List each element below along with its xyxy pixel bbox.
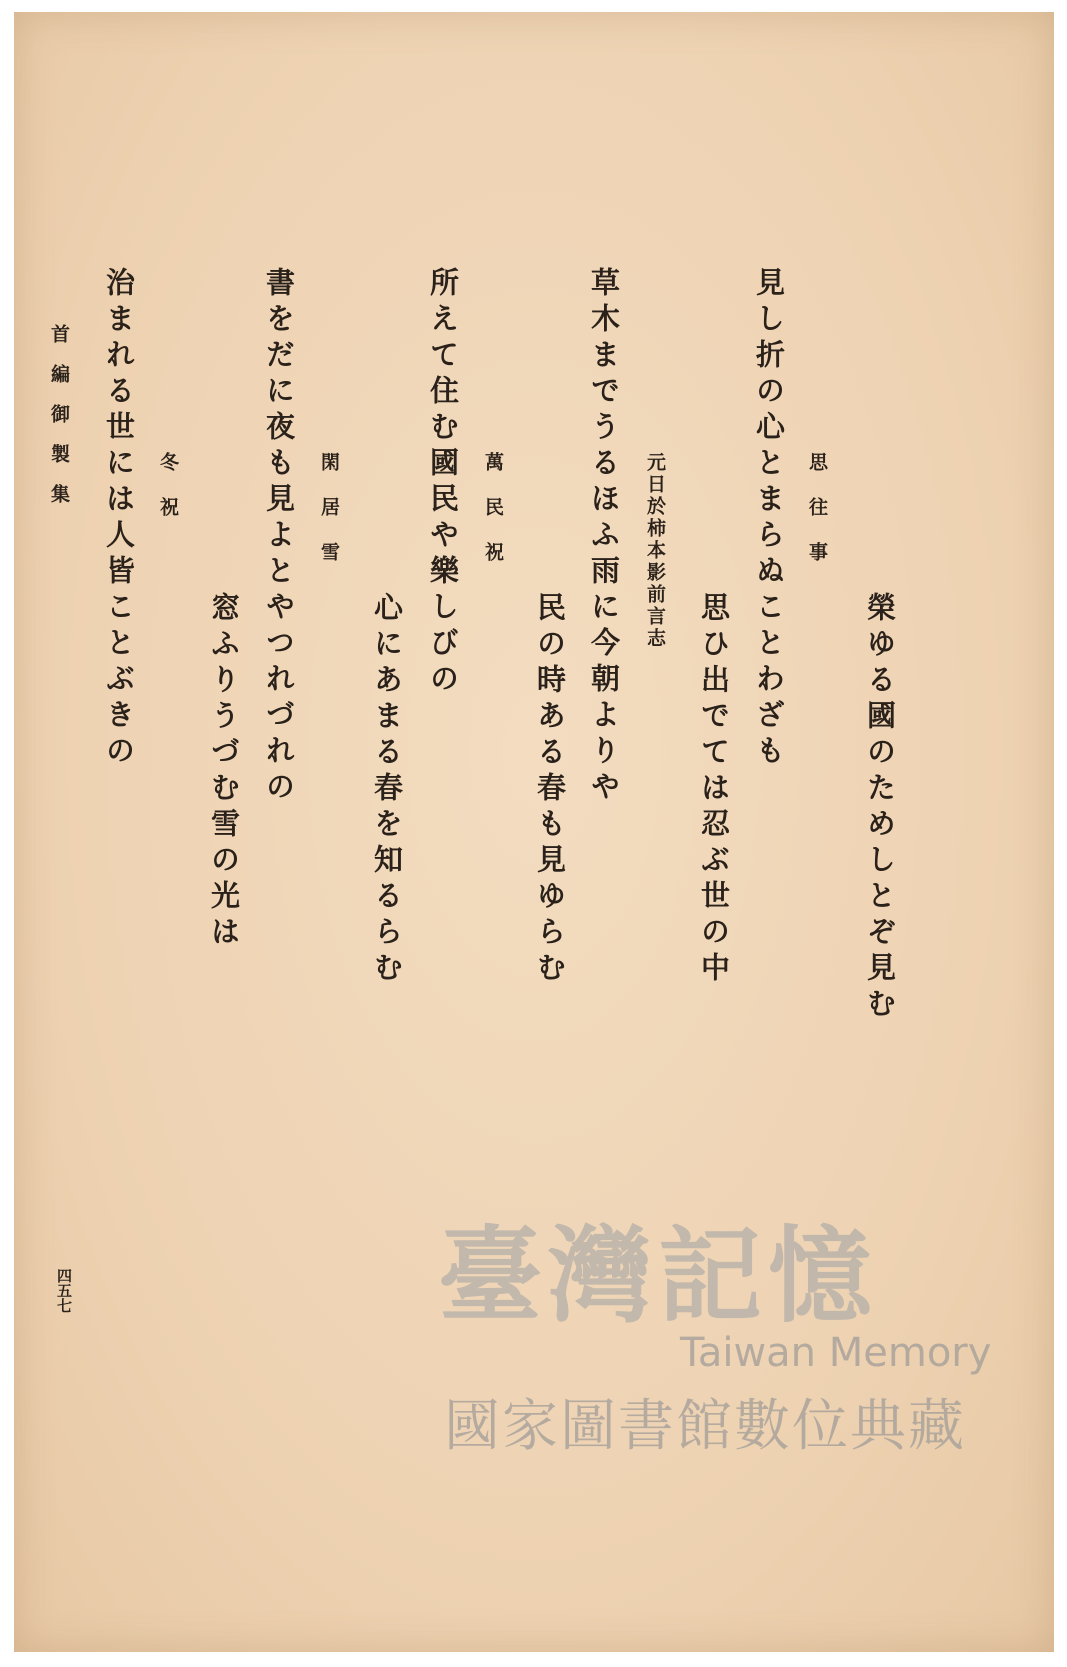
poem-title-1: 思往事 xyxy=(806,452,828,587)
book-page xyxy=(14,12,1054,1652)
poem-line-9: 窓ふりうづむ雪の光は xyxy=(207,592,241,952)
poem-line-2: 見し折の心とまらぬことわざも xyxy=(752,267,786,771)
poem-line-1: 榮ゆる國のためしとぞ見む xyxy=(863,592,897,1024)
watermark-title-en: Taiwan Memory xyxy=(680,1330,992,1376)
poem-line-7: 心にあまる春を知るらむ xyxy=(370,592,404,988)
poem-line-5: 民の時ある春も見ゆらむ xyxy=(533,592,567,988)
poem-line-3: 思ひ出でては忍ぶ世の中 xyxy=(697,592,731,988)
poem-line-4: 草木までうるほふ雨に今朝よりや xyxy=(587,267,621,807)
poem-title-2: 元日於柿本影前言志 xyxy=(644,452,666,650)
running-header: 首編御製集 xyxy=(48,324,70,524)
watermark-title-zh: 臺灣記憶 xyxy=(438,1214,879,1337)
poem-line-6: 所えて住む國民や樂しびの xyxy=(426,267,460,699)
poem-line-10: 治まれる世には人皆ことぶきの xyxy=(102,267,136,771)
page-number: 四五七 xyxy=(55,1268,73,1313)
poem-title-5: 冬祝 xyxy=(157,452,179,542)
watermark-library: 國家圖書館數位典藏 xyxy=(444,1394,966,1459)
poem-title-4: 閑居雪 xyxy=(318,452,340,587)
poem-line-8: 書をだに夜も見よとやつれづれの xyxy=(262,267,296,807)
poem-title-3: 萬民祝 xyxy=(482,452,504,587)
